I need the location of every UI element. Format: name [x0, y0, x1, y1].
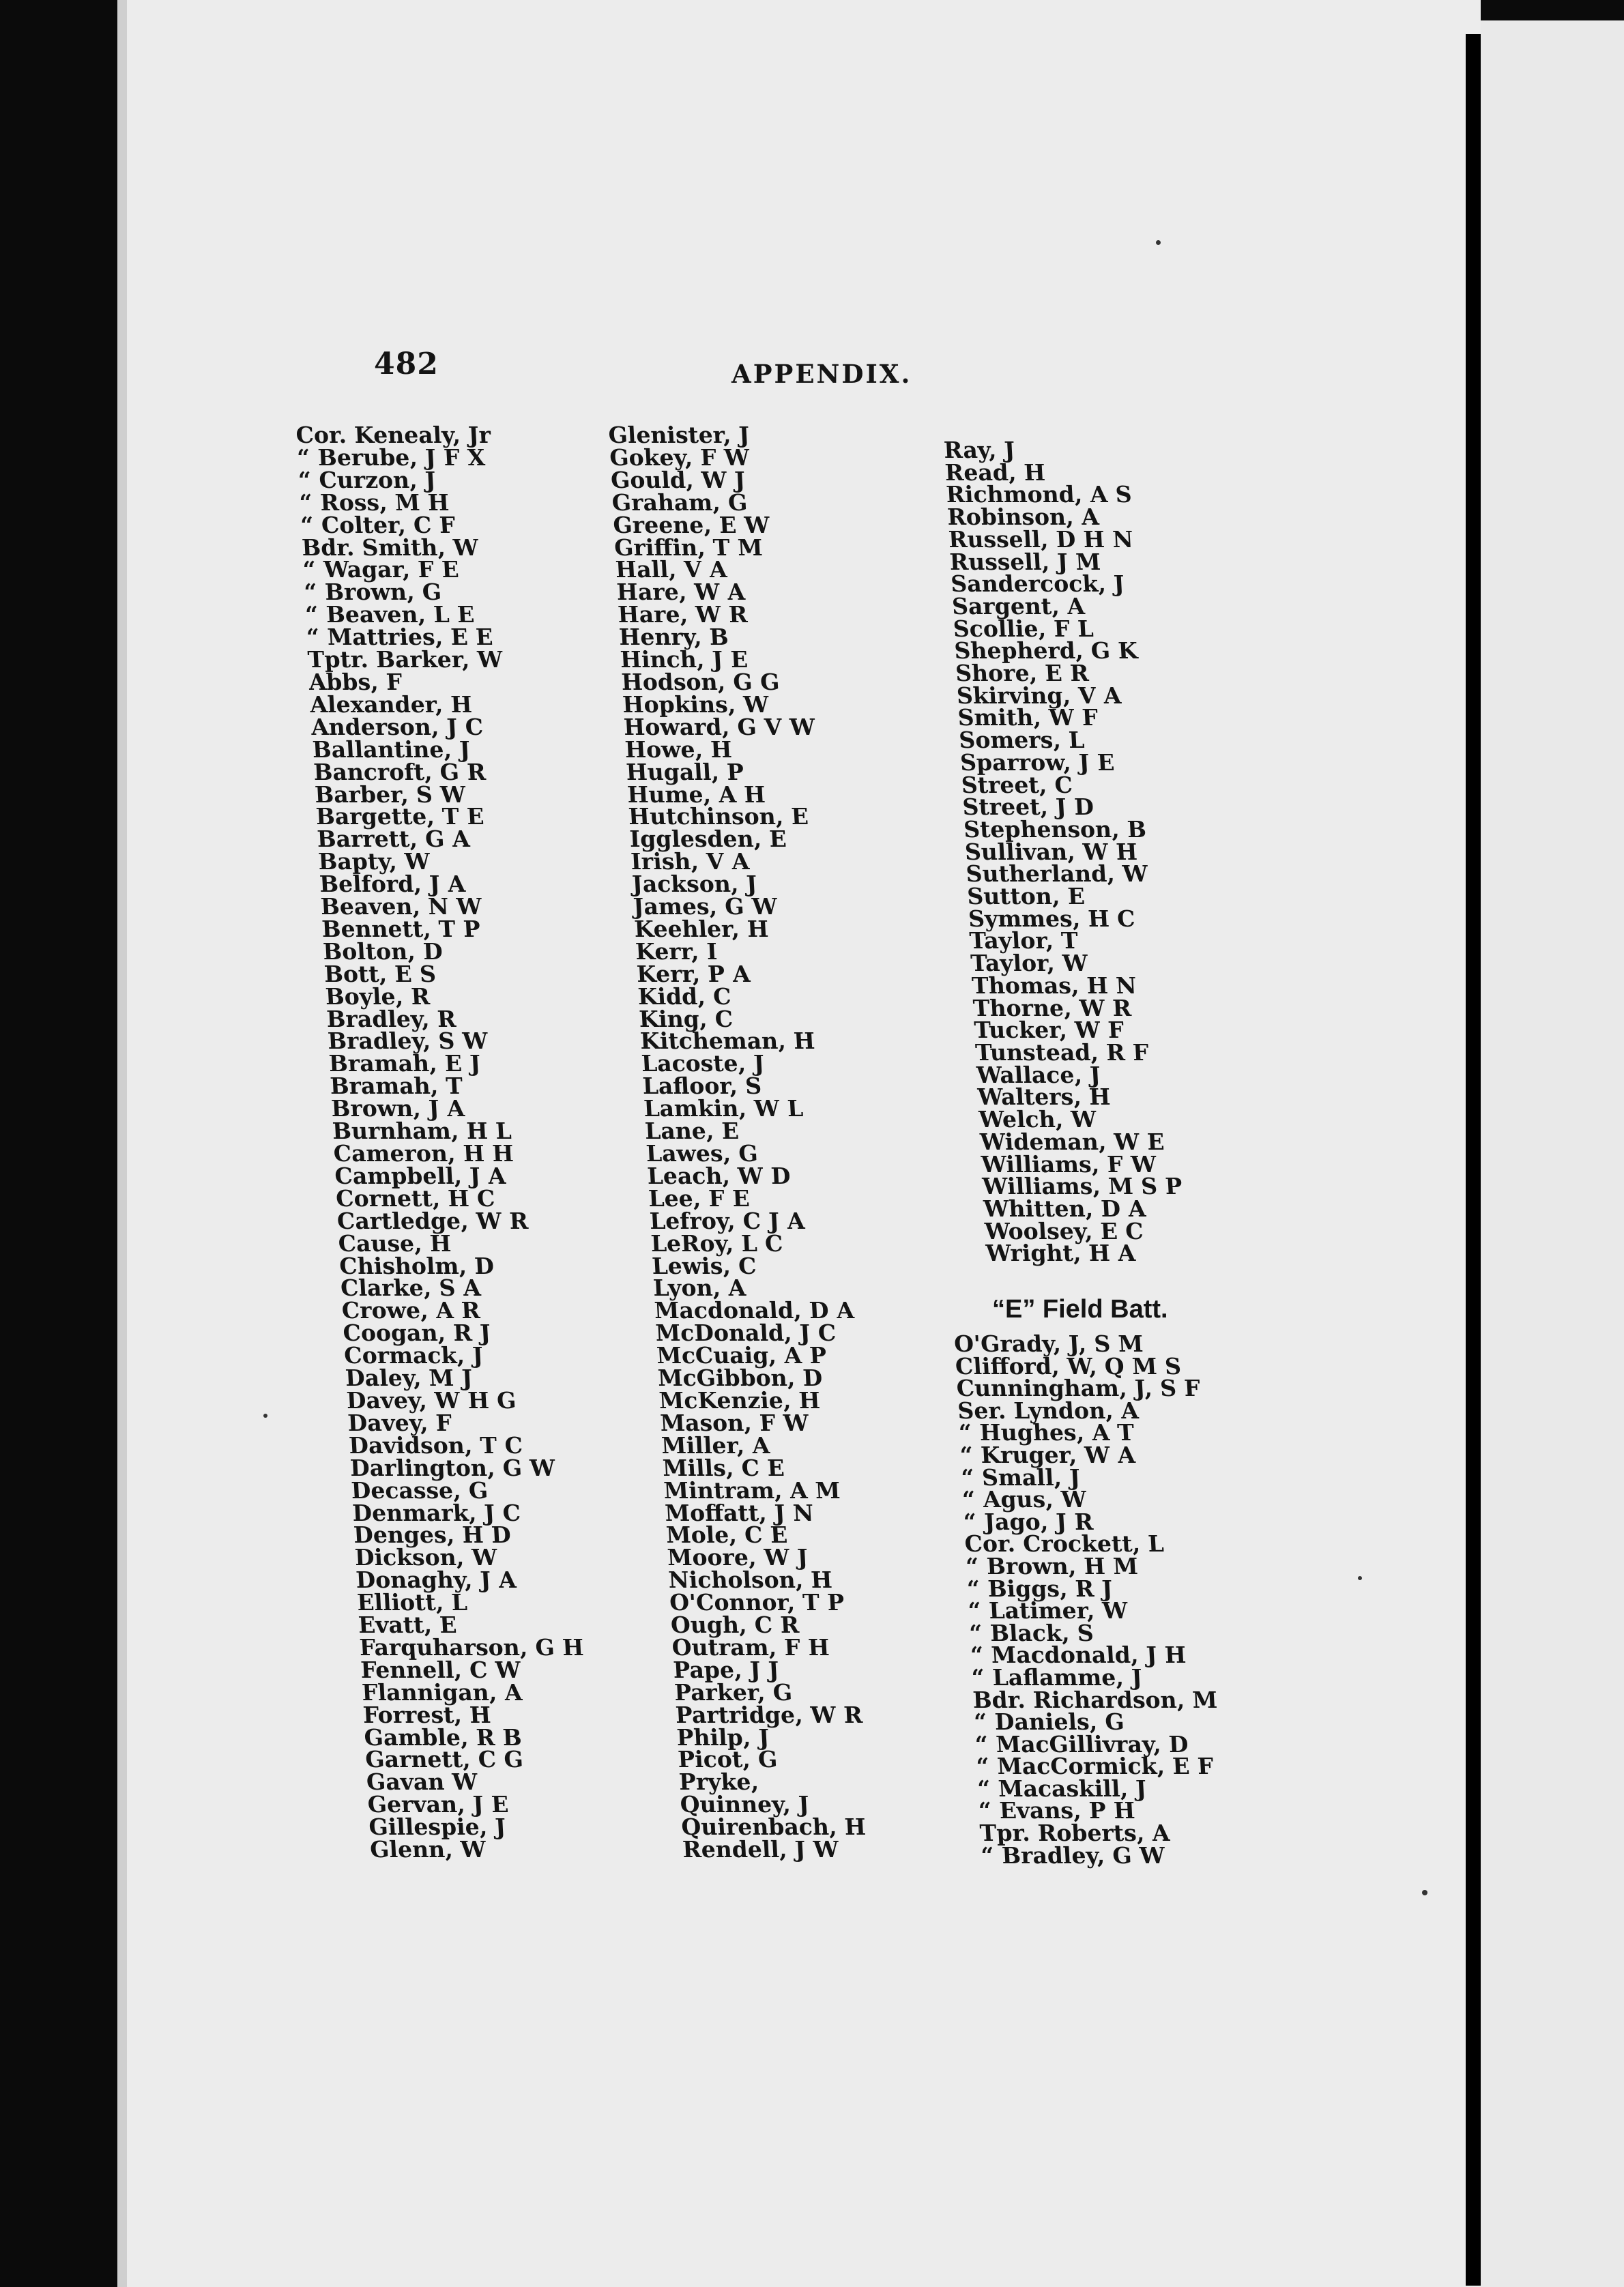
roster-entry: Cormack, J — [343, 1342, 484, 1369]
roster-entry: Russell, D H N — [947, 525, 1134, 553]
roster-entry: Pryke, — [678, 1768, 759, 1796]
roster-entry: Bapty, W — [317, 848, 431, 875]
roster-entry: Forrest, H — [362, 1701, 492, 1728]
roster-entry: Burnham, H L — [332, 1118, 512, 1145]
roster-entry: Gould, W J — [610, 466, 746, 493]
roster-entry: Bdr. Richardson, M — [972, 1686, 1218, 1713]
roster-entry: Somers, L — [958, 727, 1086, 754]
roster-entry: James, G W — [632, 893, 779, 920]
roster-entry: O'Connor, T P — [669, 1589, 845, 1616]
roster-entry: Kerr, P A — [635, 960, 751, 987]
roster-entry: Davey, F — [347, 1409, 453, 1436]
roster-entry: “ Brown, H M — [965, 1552, 1139, 1579]
roster-entry: Taylor, W — [970, 950, 1089, 977]
roster-entry: “ Evans, P H — [978, 1797, 1136, 1824]
roster-entry: “ Black, S — [968, 1619, 1094, 1646]
roster-entry: Hugall, P — [625, 758, 745, 785]
roster-entry: Welch, W — [978, 1106, 1097, 1133]
roster-entry: Bradley, R — [325, 1005, 457, 1032]
roster-entry: Gamble, R B — [363, 1723, 523, 1751]
roster-entry: Lafloor, S — [641, 1073, 763, 1100]
roster-entry: Cause, H — [337, 1229, 452, 1257]
roster-entry: Philp, J — [676, 1723, 770, 1751]
roster-entry: Wallace, J — [976, 1061, 1101, 1088]
roster-entry: Read, H — [944, 458, 1046, 486]
roster-entry: Williams, F W — [980, 1150, 1157, 1178]
roster-entry: Bargette, T E — [315, 803, 485, 830]
roster-entry: Richmond, A S — [945, 481, 1133, 508]
roster-entry: Robinson, A — [946, 504, 1100, 531]
page-edge-shadow — [117, 0, 127, 2287]
roster-entry: Hutchinson, E — [627, 803, 809, 830]
roster-entry: Outram, F H — [671, 1633, 830, 1661]
roster-entry: McDonald, J C — [654, 1320, 837, 1347]
roster-entry: Beaven, N W — [319, 893, 482, 920]
roster-entry: Coogan, R J — [342, 1320, 491, 1347]
roster-entry: Griffin, T M — [613, 534, 764, 561]
section-heading: “E” Field Batt. — [992, 1295, 1168, 1324]
roster-entry: Mills, C E — [661, 1454, 785, 1481]
roster-entry: “ Macdonald, J H — [970, 1642, 1187, 1669]
next-page-edge — [1481, 20, 1624, 2287]
roster-entry: Denges, H D — [353, 1521, 512, 1549]
roster-entry: Glenn, W — [369, 1836, 487, 1863]
roster-entry: Smith, W F — [957, 704, 1099, 731]
roster-entry: Lawes, G — [645, 1140, 759, 1167]
roster-entry: Scollie, F L — [952, 615, 1094, 642]
roster-entry: O'Grady, J, S M — [953, 1330, 1144, 1357]
roster-entry: “ Wagar, F E — [302, 556, 460, 583]
roster-entry: “ Agus, W — [961, 1486, 1088, 1513]
roster-entry: Hodson, G G — [620, 668, 781, 695]
roster-entry: Mason, F W — [659, 1409, 809, 1436]
roster-entry: “ Daniels, G — [973, 1708, 1125, 1736]
roster-entry: Lacoste, J — [640, 1050, 766, 1077]
roster-entry: Wright, H A — [985, 1240, 1136, 1267]
roster-entry: Dickson, W — [353, 1544, 498, 1571]
roster-entry: Skirving, V A — [955, 682, 1122, 709]
roster-entry: Kerr, I — [635, 937, 719, 965]
roster-entry: King, C — [638, 1005, 734, 1032]
roster-entry: Bolton, D — [322, 937, 444, 965]
roster-entry: Sutton, E — [966, 883, 1086, 910]
roster-entry: Abbs, F — [308, 668, 403, 695]
roster-entry: Cameron, H H — [332, 1140, 514, 1167]
roster-entry: “ Macaskill, J — [976, 1775, 1147, 1802]
roster-entry: Crowe, A R — [340, 1297, 481, 1324]
page-header: APPENDIX. — [731, 359, 912, 389]
roster-entry: Shepherd, G K — [953, 637, 1139, 665]
roster-entry: Lane, E — [644, 1118, 740, 1145]
roster-entry: Quirenbach, H — [680, 1813, 867, 1841]
roster-entry: Gillespie, J — [368, 1813, 507, 1841]
roster-entry: Picot, G — [677, 1746, 779, 1773]
roster-entry: Wideman, W E — [979, 1128, 1165, 1155]
scan-speck — [1358, 1576, 1362, 1580]
roster-entry: Bramah, E J — [328, 1050, 482, 1077]
roster-entry: Taylor, T — [968, 927, 1079, 955]
roster-entry: Hopkins, W — [622, 690, 770, 718]
roster-entry: “ Berube, J F X — [296, 443, 486, 471]
roster-entry: Macdonald, D A — [653, 1297, 855, 1324]
roster-entry: Hare, W A — [615, 579, 746, 606]
roster-entry: Boyle, R — [324, 982, 431, 1010]
roster-entry: Campbell, J A — [334, 1162, 507, 1189]
roster-entry: Belford, J A — [319, 871, 466, 898]
roster-entry: Tpr. Roberts, A — [978, 1820, 1171, 1847]
roster-entry: Hall, V A — [614, 556, 728, 583]
name-column-right-top — [943, 439, 1300, 1265]
roster-entry: Evatt, E — [358, 1612, 458, 1639]
roster-entry: Williams, M S P — [981, 1173, 1183, 1200]
roster-entry: “ MacCormick, E F — [975, 1753, 1215, 1780]
roster-entry: Mole, C E — [665, 1521, 789, 1549]
roster-entry: Gokey, F W — [609, 443, 751, 471]
roster-entry: Ough, C R — [670, 1612, 800, 1639]
roster-entry: Cornett, H C — [335, 1184, 496, 1212]
roster-entry: Moffatt, J N — [664, 1499, 815, 1526]
roster-entry: Quinney, J — [679, 1791, 810, 1818]
roster-entry: “ Biggs, R J — [966, 1575, 1114, 1602]
roster-entry: Alexander, H — [309, 690, 473, 718]
roster-entry: Walters, H — [976, 1083, 1112, 1111]
roster-entry: Darlington, G W — [349, 1454, 556, 1481]
roster-entry: “ Small, J — [960, 1463, 1081, 1491]
roster-entry: Farquharson, G H — [358, 1633, 585, 1661]
roster-entry: “ Beaven, L E — [304, 601, 476, 628]
roster-entry: Kitcheman, H — [639, 1028, 816, 1055]
roster-entry: Jackson, J — [631, 871, 758, 898]
roster-entry: Bradley, S W — [327, 1028, 489, 1055]
roster-entry: Sparrow, J E — [959, 748, 1116, 776]
roster-entry: Moore, W J — [666, 1544, 809, 1571]
roster-entry: Tptr. Barker, W — [306, 646, 504, 673]
roster-entry: Pape, J J — [672, 1656, 780, 1683]
roster-entry: McKenzie, H — [658, 1386, 821, 1414]
roster-entry: “ Colter, C F — [300, 511, 456, 538]
roster-entry: Cunningham, J, S F — [955, 1375, 1201, 1402]
roster-entry: Woolsey, E C — [984, 1217, 1144, 1244]
roster-entry: Fennell, C W — [360, 1656, 521, 1683]
roster-entry: Davey, W H G — [345, 1386, 517, 1414]
gutter-bar — [1466, 34, 1481, 2286]
roster-entry: Symmes, H C — [968, 905, 1136, 932]
roster-entry: Lee, F E — [648, 1184, 751, 1212]
roster-entry: Bancroft, G R — [313, 758, 487, 785]
roster-entry: Mintram, A M — [663, 1476, 841, 1504]
roster-entry: Lyon, A — [652, 1274, 746, 1302]
roster-entry: Bramah, T — [329, 1073, 464, 1100]
roster-entry: “ Curzon, J — [298, 466, 437, 493]
roster-entry: Miller, A — [661, 1431, 770, 1459]
roster-entry: Denmark, J C — [351, 1499, 521, 1526]
roster-entry: Kidd, C — [637, 982, 732, 1010]
roster-entry: “ MacGillivray, D — [974, 1730, 1189, 1758]
roster-entry: Howe, H — [624, 735, 733, 763]
roster-entry: Barrett, G A — [316, 826, 471, 853]
roster-entry: Shore, E R — [955, 660, 1090, 687]
roster-entry: Graham, G — [611, 489, 749, 516]
roster-entry: McCuaig, A P — [656, 1342, 828, 1369]
roster-entry: Gavan W — [366, 1768, 478, 1796]
roster-entry: Sullivan, W H — [963, 838, 1138, 865]
page-number: 482 — [374, 347, 439, 381]
roster-entry: “ Jago, J R — [962, 1508, 1094, 1535]
scan-speck — [263, 1414, 267, 1418]
roster-entry: “ Bradley, G W — [980, 1841, 1166, 1869]
roster-entry: Bdr. Smith, W — [301, 534, 480, 561]
roster-entry: Bott, E S — [323, 960, 437, 987]
roster-entry: Barber, S W — [314, 781, 467, 808]
roster-entry: “ Mattries, E E — [306, 624, 494, 651]
roster-entry: Stephenson, B — [963, 815, 1147, 843]
roster-entry: “ Latimer, W — [967, 1597, 1129, 1625]
roster-entry: “ Hughes, A T — [958, 1419, 1135, 1446]
roster-entry: “ Laflamme, J — [970, 1663, 1143, 1691]
roster-entry: Ser. Lyndon, A — [957, 1397, 1140, 1424]
roster-entry: Tucker, W F — [973, 1017, 1125, 1044]
roster-entry: Sandercock, J — [950, 570, 1125, 598]
roster-entry: Glenister, J — [607, 422, 751, 448]
roster-entry: Ray, J — [943, 437, 1016, 463]
roster-entry: Tunstead, R F — [974, 1038, 1150, 1066]
roster-entry: LeRoy, L C — [650, 1229, 784, 1257]
name-column-right-bottom — [953, 1330, 1296, 1869]
roster-entry: Flannigan, A — [361, 1678, 523, 1706]
roster-entry: “ Ross, M H — [298, 489, 450, 516]
roster-entry: Lewis, C — [651, 1252, 757, 1279]
roster-entry: Nicholson, H — [667, 1567, 833, 1594]
roster-entry: McGibbon, D — [657, 1365, 824, 1392]
roster-entry: Henry, B — [618, 624, 729, 651]
roster-entry: Greene, E W — [612, 511, 770, 538]
roster-entry: Lefroy, C J A — [648, 1207, 806, 1234]
roster-entry: Rendell, J W — [682, 1836, 839, 1863]
roster-entry: Davidson, T C — [348, 1431, 523, 1459]
roster-entry: Hinch, J E — [619, 646, 749, 673]
roster-entry: Whitten, D A — [983, 1195, 1147, 1222]
roster-entry: Hare, W R — [617, 601, 749, 628]
roster-entry: Sutherland, W — [965, 860, 1149, 888]
scan-speck — [1422, 1890, 1427, 1895]
roster-entry: Thomas, H N — [971, 972, 1137, 999]
roster-entry: Howard, G V W — [623, 713, 816, 740]
roster-entry: Igglesden, E — [628, 826, 787, 853]
roster-entry: Ballantine, J — [311, 735, 471, 763]
roster-entry: Sargent, A — [951, 592, 1086, 620]
roster-entry: Hume, A H — [626, 781, 766, 808]
roster-entry: “ Brown, G — [303, 579, 443, 606]
roster-entry: Decasse, G — [350, 1476, 489, 1504]
roster-entry: “ Kruger, W A — [959, 1441, 1136, 1468]
roster-entry: Donaghy, J A — [355, 1567, 517, 1594]
roster-entry: Gervan, J E — [366, 1791, 510, 1818]
roster-entry: Clifford, W, Q M S — [955, 1352, 1182, 1380]
roster-entry: Parker, G — [673, 1678, 793, 1706]
roster-entry: Russell, J M — [948, 548, 1101, 575]
roster-entry: Bennett, T P — [321, 915, 481, 942]
roster-entry: Cor. Kenealy, Jr — [295, 422, 492, 448]
roster-entry: Daley, M J — [345, 1365, 474, 1392]
roster-entry: Cartledge, W R — [336, 1207, 529, 1234]
roster-entry: Cor. Crockett, L — [963, 1530, 1165, 1558]
roster-entry: Street, C — [960, 771, 1073, 798]
roster-entry: Thorne, W R — [972, 994, 1132, 1021]
roster-entry: Leach, W D — [646, 1162, 792, 1189]
roster-entry: Irish, V A — [630, 848, 751, 875]
roster-entry: Elliott, L — [356, 1589, 468, 1616]
roster-entry: Garnett, C G — [364, 1746, 524, 1773]
scan-speck — [1156, 240, 1161, 245]
roster-entry: Street, J D — [961, 793, 1094, 821]
roster-entry: Chisholm, D — [338, 1252, 495, 1279]
roster-entry: Clarke, S A — [340, 1274, 482, 1302]
roster-entry: Anderson, J C — [310, 713, 484, 740]
roster-entry: Partridge, W R — [674, 1701, 863, 1728]
roster-entry: Brown, J A — [330, 1095, 465, 1122]
roster-entry: Lamkin, W L — [643, 1095, 804, 1122]
roster-entry: Keehler, H — [633, 915, 770, 942]
